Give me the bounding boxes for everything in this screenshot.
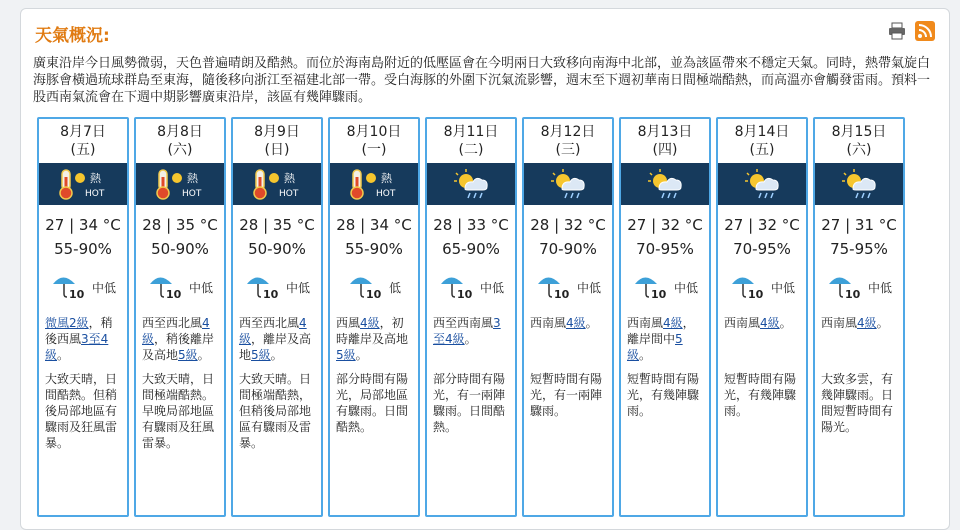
wind-force-link[interactable]: 3至4級 — [433, 316, 501, 346]
uv-umbrella-icon — [438, 270, 472, 304]
wind-text: 。 — [355, 348, 368, 362]
wind-text: 。 — [57, 348, 70, 362]
forecast-date: 8月9日 — [254, 124, 300, 140]
wind-forecast — [136, 315, 224, 363]
wind-force-link[interactable]: 4級 — [663, 316, 683, 330]
svg-text:10: 10 — [553, 288, 569, 300]
hot-label-en: HOT — [182, 189, 202, 199]
forecast-date: 8月8日 — [157, 124, 203, 140]
wind-text: ，初時離岸及高地 — [336, 316, 409, 346]
forecast-date-block — [233, 119, 321, 163]
humidity-range: 50-90% — [248, 240, 306, 258]
forecast-weekday: (日) — [264, 142, 290, 158]
forecast-date-block — [39, 119, 127, 163]
hot-thermometer-icon — [136, 163, 224, 205]
uv-index — [39, 271, 127, 303]
svg-text:10: 10 — [747, 288, 763, 300]
wind-force-link[interactable]: 5級 — [251, 348, 271, 362]
wind-text: 西至西南風 — [433, 316, 494, 330]
hot-label: 熱 — [187, 172, 198, 185]
sun-cloud-rain-icon — [524, 163, 612, 205]
forecast-date-block — [621, 119, 709, 163]
forecast-date-block — [136, 119, 224, 163]
outlook-description: 廣東沿岸今日風勢微弱，天色普遍晴朗及酷熱。而位於海南島附近的低壓區會在今明兩日大致移向南海中北部，並為該區帶來不穩定天氣。同時，熱帶氣旋白海豚會橫過琉球群島至東海，隨後移向浙江至福建北部一帶。受白海豚的外圍下沉氣流影響，週末至下週初華南日間極端酷熱，而高溫亦會觸發雷雨。預料一股西南氣流會在下週中期影響廣東沿岸，該區有幾陣驟雨。 — [33, 56, 931, 105]
uv-umbrella-icon — [632, 270, 666, 304]
svg-text:10: 10 — [456, 288, 472, 300]
uv-index — [621, 271, 709, 303]
forecast-day — [619, 117, 711, 517]
humidity-range: 65-90% — [442, 240, 500, 258]
temperature-range: 27 | 32 °C — [724, 216, 800, 234]
hot-label: 熱 — [90, 172, 101, 185]
humidity-range: 75-95% — [830, 240, 888, 258]
wind-text: ，稍後西風 — [45, 316, 113, 346]
weather-description: 大致天晴。日間極端酷熱，但稍後局部地區有驟雨及雷暴。 — [239, 372, 312, 450]
forecast-date-block — [427, 119, 515, 163]
weather-description: 短暫時間有陽光，有幾陣驟雨。 — [627, 372, 700, 418]
wind-text: 。 — [197, 348, 210, 362]
uv-level: 中低 — [576, 280, 601, 295]
forecast-date: 8月15日 — [831, 124, 887, 140]
rss-icon[interactable] — [915, 21, 935, 41]
uv-index — [815, 271, 903, 303]
svg-text:10: 10 — [165, 288, 181, 300]
toolbar — [887, 21, 935, 41]
wind-text: 西至西北風 — [239, 316, 300, 330]
forecast-day — [37, 117, 129, 517]
uv-level: 中低 — [867, 280, 892, 295]
svg-text:10: 10 — [844, 288, 860, 300]
weather-description: 部分時間有陽光，局部地區有驟雨。日間酷熱。 — [336, 372, 409, 434]
humidity-range: 50-90% — [151, 240, 209, 258]
forecast-day — [716, 117, 808, 517]
temperature-range: 28 | 32 °C — [530, 216, 606, 234]
uv-umbrella-icon — [50, 270, 84, 304]
wind-text: ，稍後離岸及高地 — [142, 332, 215, 362]
wind-text: 西南風 — [627, 316, 664, 330]
temperature-range: 27 | 31 °C — [821, 216, 897, 234]
weather-description: 短暫時間有陽光，有幾陣驟雨。 — [724, 372, 797, 418]
temperature-range: 28 | 35 °C — [239, 216, 315, 234]
hot-thermometer-icon — [39, 163, 127, 205]
hot-label: 熱 — [284, 172, 295, 185]
weather-outlook-panel — [20, 8, 950, 530]
weather-description: 大致多雲，有幾陣驟雨。日間短暫時間有陽光。 — [821, 372, 894, 434]
wind-force-link[interactable]: 4級 — [239, 316, 307, 346]
wind-forecast — [524, 315, 612, 363]
uv-level: 中低 — [188, 280, 213, 295]
forecast-date: 8月7日 — [60, 124, 106, 140]
uv-umbrella-icon — [826, 270, 860, 304]
uv-level: 低 — [388, 280, 401, 295]
wind-forecast — [815, 315, 903, 363]
wind-force-link[interactable]: 5級 — [178, 348, 198, 362]
forecast-day — [231, 117, 323, 517]
forecast-weekday: (一) — [361, 142, 387, 158]
uv-umbrella-icon — [347, 270, 381, 304]
uv-index — [330, 271, 418, 303]
section-title: 天氣概況: — [35, 26, 110, 46]
uv-level: 中低 — [770, 280, 795, 295]
svg-text:10: 10 — [262, 288, 278, 300]
svg-text:10: 10 — [650, 288, 666, 300]
wind-text: 西南風 — [821, 316, 858, 330]
uv-index — [233, 271, 321, 303]
wind-force-link[interactable]: 4級 — [566, 316, 586, 330]
sun-cloud-rain-icon — [718, 163, 806, 205]
wind-force-link[interactable]: 3至4級 — [45, 332, 109, 362]
forecast-day — [522, 117, 614, 517]
wind-text: 。 — [779, 316, 792, 330]
hot-thermometer-icon — [233, 163, 321, 205]
forecast-day — [328, 117, 420, 517]
uv-level: 中低 — [673, 280, 698, 295]
forecast-date-block — [330, 119, 418, 163]
wind-text: 西南風 — [530, 316, 567, 330]
sun-cloud-rain-icon — [427, 163, 515, 205]
temperature-range: 28 | 33 °C — [433, 216, 509, 234]
uv-index — [524, 271, 612, 303]
wind-force-link[interactable]: 微風2級 — [45, 316, 89, 330]
forecast-row — [37, 117, 905, 517]
forecast-date-block — [718, 119, 806, 163]
forecast-day — [425, 117, 517, 517]
wind-text: 西至西北風 — [142, 316, 203, 330]
hot-label: 熱 — [381, 172, 392, 185]
forecast-date: 8月11日 — [443, 124, 499, 140]
wind-text: 。 — [585, 316, 598, 330]
weather-description: 大致天晴，日間酷熱。但稍後局部地區有驟雨及狂風雷暴。 — [45, 372, 118, 450]
hot-label-en: HOT — [85, 189, 105, 199]
humidity-range: 70-95% — [733, 240, 791, 258]
sun-cloud-rain-icon — [815, 163, 903, 205]
weather-description: 部分時間有陽光，有一兩陣驟雨。日間酷熱。 — [433, 372, 506, 434]
temperature-range: 28 | 34 °C — [336, 216, 412, 234]
forecast-weekday: (二) — [458, 142, 484, 158]
humidity-range: 70-90% — [539, 240, 597, 258]
wind-forecast — [233, 315, 321, 363]
forecast-weekday: (五) — [70, 142, 96, 158]
uv-index — [718, 271, 806, 303]
humidity-range: 55-90% — [54, 240, 112, 258]
wind-force-link[interactable]: 5級 — [336, 348, 356, 362]
forecast-weekday: (五) — [749, 142, 775, 158]
forecast-date-block — [524, 119, 612, 163]
hot-label-en: HOT — [279, 189, 299, 199]
wind-text: ，離岸及高地 — [239, 332, 312, 362]
forecast-weekday: (四) — [652, 142, 678, 158]
wind-text: 西風 — [336, 316, 361, 330]
forecast-weekday: (六) — [846, 142, 872, 158]
forecast-date: 8月12日 — [540, 124, 596, 140]
wind-forecast — [621, 315, 709, 363]
hot-thermometer-icon — [330, 163, 418, 205]
forecast-date: 8月14日 — [734, 124, 790, 140]
wind-text: 。 — [639, 348, 652, 362]
svg-text:10: 10 — [68, 288, 84, 300]
wind-force-link[interactable]: 4級 — [360, 316, 380, 330]
wind-text: 。 — [270, 348, 283, 362]
forecast-weekday: (六) — [167, 142, 193, 158]
temperature-range: 27 | 32 °C — [627, 216, 703, 234]
forecast-date-block — [815, 119, 903, 163]
wind-text: 。 — [876, 316, 889, 330]
forecast-date: 8月13日 — [637, 124, 693, 140]
uv-level: 中低 — [285, 280, 310, 295]
forecast-day — [134, 117, 226, 517]
wind-forecast — [718, 315, 806, 363]
svg-text:10: 10 — [365, 288, 381, 300]
humidity-range: 55-90% — [345, 240, 403, 258]
uv-index — [136, 271, 224, 303]
temperature-range: 28 | 35 °C — [142, 216, 218, 234]
wind-text: 西南風 — [724, 316, 761, 330]
wind-force-link[interactable]: 4級 — [857, 316, 877, 330]
uv-umbrella-icon — [729, 270, 763, 304]
forecast-day — [813, 117, 905, 517]
uv-level: 中低 — [91, 280, 116, 295]
printer-icon[interactable] — [887, 21, 907, 41]
humidity-range: 70-95% — [636, 240, 694, 258]
uv-umbrella-icon — [244, 270, 278, 304]
wind-text: 。 — [464, 332, 477, 346]
uv-umbrella-icon — [147, 270, 181, 304]
uv-level: 中低 — [479, 280, 504, 295]
uv-index — [427, 271, 515, 303]
wind-forecast — [330, 315, 418, 363]
weather-description: 短暫時間有陽光，有一兩陣驟雨。 — [530, 372, 603, 418]
temperature-range: 27 | 34 °C — [45, 216, 121, 234]
wind-forecast — [427, 315, 515, 363]
hot-label-en: HOT — [376, 189, 396, 199]
wind-force-link[interactable]: 4級 — [760, 316, 780, 330]
sun-cloud-rain-icon — [621, 163, 709, 205]
forecast-weekday: (三) — [555, 142, 581, 158]
uv-umbrella-icon — [535, 270, 569, 304]
wind-text: ，離岸間中 — [627, 316, 695, 346]
forecast-date: 8月10日 — [346, 124, 402, 140]
wind-force-link[interactable]: 5級 — [627, 332, 683, 362]
wind-forecast — [39, 315, 127, 363]
wind-force-link[interactable]: 4級 — [142, 316, 210, 346]
weather-description: 大致天晴，日間極端酷熱。早晚局部地區有驟雨及狂風雷暴。 — [142, 372, 215, 450]
